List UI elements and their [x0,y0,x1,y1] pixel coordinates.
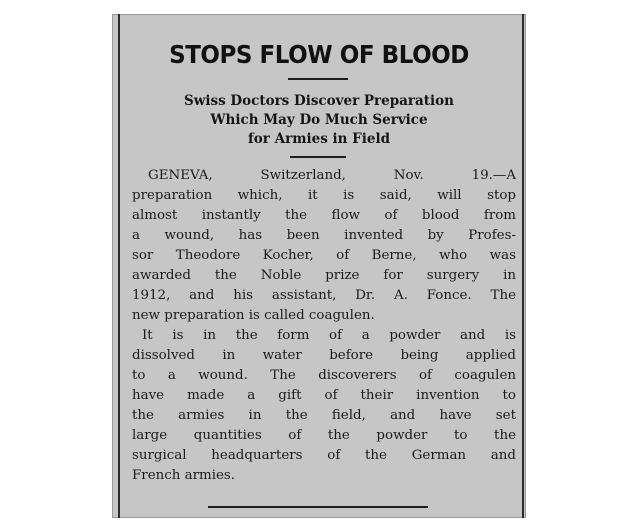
paragraph-1-line-4: a wound, has been invented by Profes- [132,228,516,243]
deck-divider [290,156,346,158]
paragraph-1-line-8: new preparation is called coagulen. [132,308,375,323]
headline: STOPS FLOW OF BLOOD [169,40,469,69]
paragraph-1-line-2: preparation which, it is said, will stop [132,188,516,203]
paragraph-1-line-5: sor Theodore Kocher, of Berne, who was [132,248,516,263]
paragraph-2-line-5: the armies in the field, and have set [132,408,516,423]
paragraph-2-line-1: It is in the form of a powder and is [142,328,516,343]
paragraph-2-line-2: dissolved in water before being applied [132,348,516,363]
column-rule-left [118,14,120,518]
deck-line-2: Which May Do Much Service [210,112,428,128]
newspaper-clipping [112,14,526,518]
headline-divider [288,78,348,80]
column-rule-right [522,14,524,518]
paragraph-1-line-7: 1912, and his assistant, Dr. A. Fonce. The [132,288,516,303]
paragraph-1-line-3: almost instantly the flow of blood from [132,208,516,223]
paragraph-2-line-7: surgical headquarters of the German and [132,448,516,463]
paragraph-1-line-6: awarded the Noble prize for surgery in [132,268,516,283]
paragraph-1-line-1: GENEVA, Switzerland, Nov. 19.—A [148,168,516,183]
deck-line-1: Swiss Doctors Discover Preparation [184,93,454,109]
article-end-rule [208,506,428,508]
paragraph-2-line-8: French armies. [132,468,236,483]
paragraph-2-line-6: large quantities of the powder to the [132,428,516,443]
deck-line-3: for Armies in Field [247,131,391,147]
paragraph-2-line-4: have made a gift of their invention to [132,388,516,403]
paragraph-2-line-3: to a wound. The discoverers of coagulen [132,368,516,383]
